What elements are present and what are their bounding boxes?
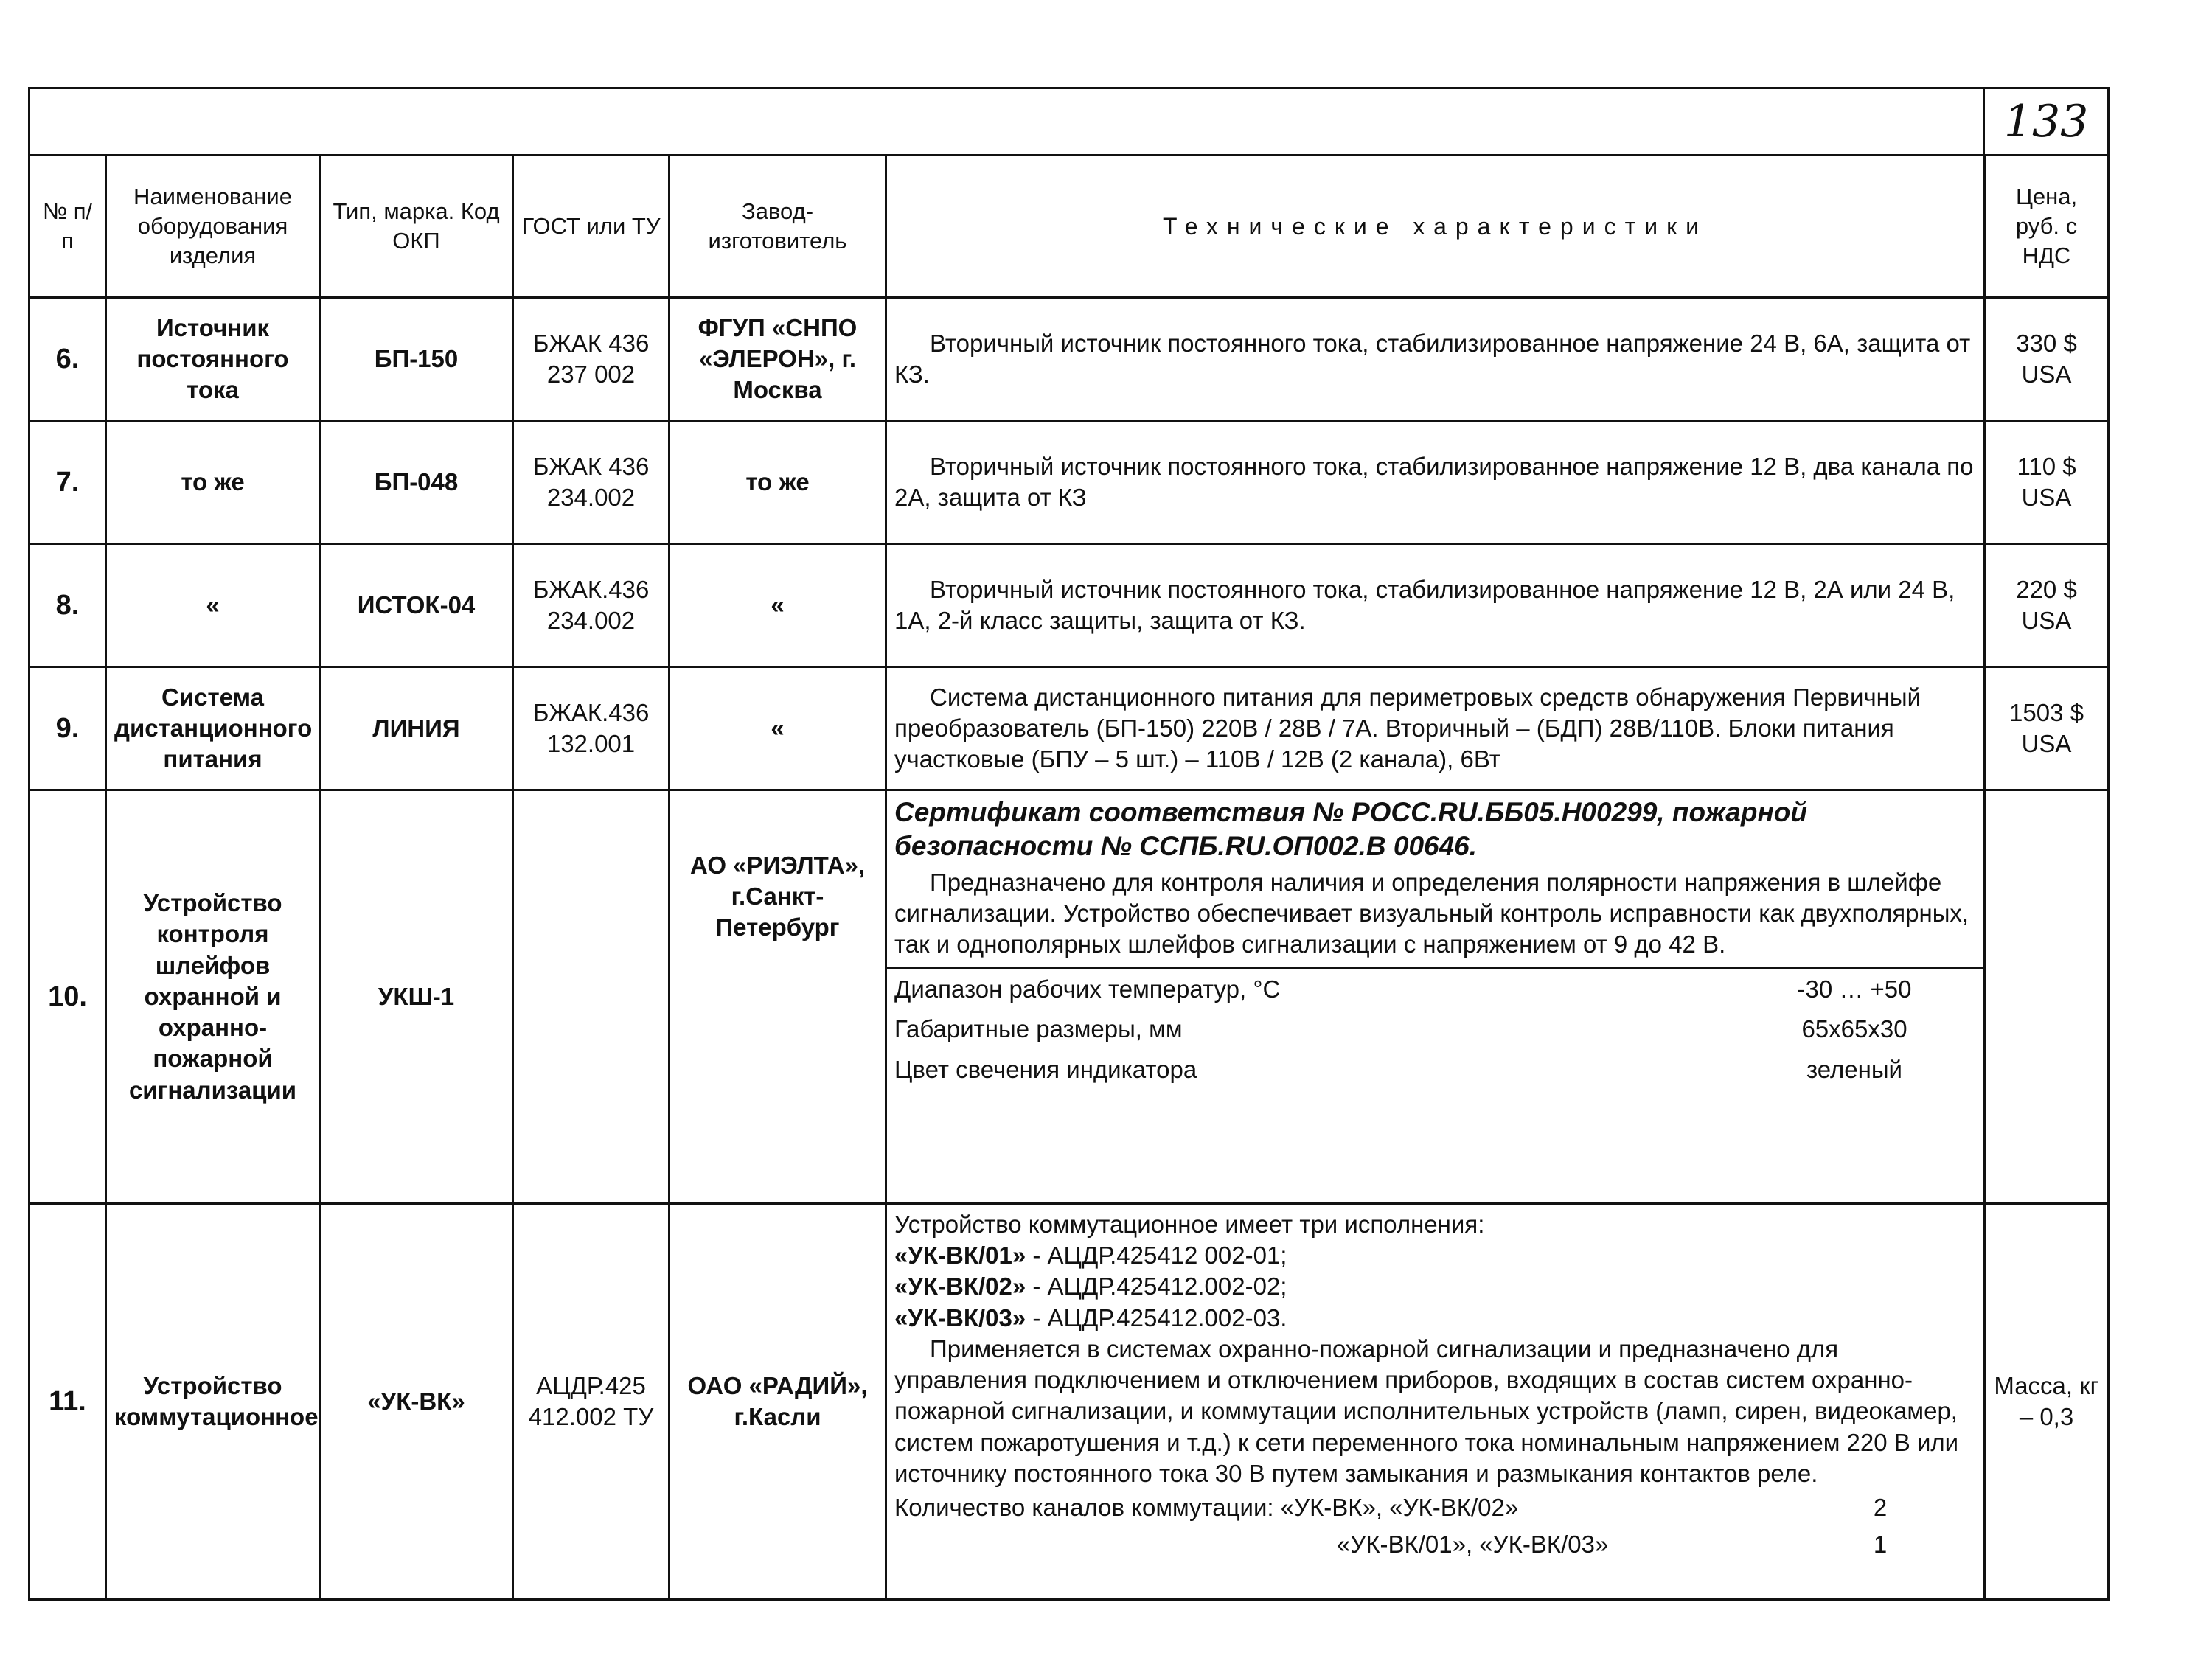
row-name: Устройство коммутационное [106, 1204, 320, 1600]
row-num: 9. [29, 667, 106, 790]
row-name: « [106, 544, 320, 667]
variant-line [894, 1303, 1976, 1334]
channel-row [894, 1526, 1976, 1563]
row-price: 220 $ USA [1985, 544, 2109, 667]
col-gost: ГОСТ или ТУ [513, 156, 669, 298]
row-maker: то же [669, 421, 886, 544]
row-name: Устройство контроля шлейфов охранной и охранно-пожарной сигнализации [106, 790, 320, 1204]
row-gost: БЖАК 436 237 002 [513, 298, 669, 421]
variant-code: «УК-ВК/03» [894, 1303, 1026, 1331]
document-sheet [28, 87, 2107, 1601]
variant-doc: - АЦДР.425412.002-02; [1026, 1273, 1287, 1301]
spec-label: Цвет свечения индикатора [894, 1055, 1197, 1083]
row-maker: ФГУП «СНПО «ЭЛЕРОН», г. Москва [669, 298, 886, 421]
row-desc: Вторичный источник постоянного тока, стабилизированное напряжение 24 В, 6А, защита от КЗ. [886, 298, 1985, 421]
table-row [29, 667, 2109, 790]
row-name: то же [106, 421, 320, 544]
channel-label [894, 1492, 1784, 1523]
channel-value: 1 [1873, 1531, 1888, 1559]
variant-doc: - АЦДР.425412.002-03. [1026, 1303, 1287, 1331]
row-tech-cell [886, 1204, 1985, 1600]
row-num: 6. [29, 298, 106, 421]
col-name: Наименование оборудования изделия [106, 156, 320, 298]
variants-intro: Устройство коммутационное имеет три исполнения: [894, 1211, 1485, 1238]
row-gost: БЖАК 436 234.002 [513, 421, 669, 544]
table-row [29, 544, 2109, 667]
row-num: 8. [29, 544, 106, 667]
certificate-text: Сертификат соответствия № РОСС.RU.ББ05.Н00299, пожарной безопасности № ССПБ.RU.ОП002.В 00646. [894, 797, 1808, 862]
variant-line [894, 1271, 1976, 1302]
spec-value: -30 … +50 [1797, 975, 1912, 1003]
table-row [29, 790, 2109, 1204]
row-price: Масса, кг – 0,3 [1985, 1204, 2109, 1600]
col-price: Цена, руб. с НДС [1985, 156, 2109, 298]
row-num: 10. [29, 790, 106, 1204]
variant-doc: - АЦДР.425412 002-01; [1026, 1242, 1287, 1270]
row-name: Система дистанционного питания [106, 667, 320, 790]
spec-label: Диапазон рабочих температур, °С [894, 975, 1281, 1003]
channel-value: 2 [1873, 1494, 1888, 1522]
row-maker: « [669, 544, 886, 667]
row-desc: Вторичный источник постоянного тока, стабилизированное напряжение 12 В, 2А или 24 В, 1А, 2-й класс защиты, защита от КЗ. [886, 544, 1985, 667]
row-type: БП-150 [320, 298, 513, 421]
row-name: Источник постоянного тока [106, 298, 320, 421]
row-desc: Предназначено для контроля наличия и определения полярности напряжения в шлейфе сигнализации. Устройство обеспечивает визуальный контроль исправности как двухполярных, так и однополярных шлейфов сигнализации с напряжением от 9 до 42 В. [894, 868, 1969, 958]
table-row [29, 421, 2109, 544]
page-number: 133 [1983, 89, 2107, 154]
row-type: «УК-ВК» [320, 1204, 513, 1600]
row-price: 110 $ USA [1985, 421, 2109, 544]
col-maker: Завод-изготовитель [669, 156, 886, 298]
column-header-row [29, 156, 2109, 298]
variant-line [894, 1240, 1976, 1271]
row-desc: Применяется в системах охранно-пожарной сигнализации и предназначено для управления подключением и отключением приборов, входящих в состав систем охранно-пожарной сигнализации, и коммутации исполнительных устройств (ламп, сирен, видеокамер, систем пожаротушения и т.д.) к сети переменного тока номинальным напряжением 220 В или источнику постоянного тока 30 В путем замыкания и размыкания контактов реле. [894, 1334, 1959, 1487]
spec-value: зеленый [1806, 1055, 1902, 1083]
spec-value: 65х65х30 [1801, 1015, 1907, 1043]
row-type: ЛИНИЯ [320, 667, 513, 790]
table-row [29, 1204, 2109, 1600]
row-type: УКШ-1 [320, 790, 513, 1204]
channel-models: «УК-ВК», «УК-ВК/02» [1280, 1494, 1519, 1522]
channels-heading: Количество каналов коммутации: [894, 1494, 1274, 1522]
row-price: 330 $ USA [1985, 298, 2109, 421]
row-price: 1503 $ USA [1985, 667, 2109, 790]
col-num: № п/п [29, 156, 106, 298]
page-header-row [29, 88, 2109, 156]
spec-row [894, 1009, 1976, 1049]
variant-code: «УК-ВК/02» [894, 1273, 1026, 1301]
row-price [1985, 790, 2109, 1204]
row-gost: АЦДР.425 412.002 ТУ [513, 1204, 669, 1600]
row-type: БП-048 [320, 421, 513, 544]
row-desc: Система дистанционного питания для периметровых средств обнаружения Первичный преобразователь (БП-150) 220В / 28В / 7А. Вторичный – (БДП) 28В/110В. Блоки питания участковые (БПУ – 5 шт.) – 110В / 12В (2 канала), 6Вт [886, 667, 1985, 790]
row-maker: АО «РИЭЛТА», г.Санкт-Петербург [669, 790, 886, 1204]
col-tech: Технические характеристики [886, 156, 1985, 298]
row-tech-cell [886, 790, 1985, 1204]
channel-models: «УК-ВК/01», «УК-ВК/03» [1337, 1531, 1609, 1559]
col-type: Тип, марка. Код ОКП [320, 156, 513, 298]
row-desc: Вторичный источник постоянного тока, стабилизированное напряжение 12 В, два канала по 2А, защита от КЗ [886, 421, 1985, 544]
row-gost: БЖАК.436 234.002 [513, 544, 669, 667]
row-gost [513, 790, 669, 1204]
row-num: 11. [29, 1204, 106, 1600]
row-type: ИСТОК-04 [320, 544, 513, 667]
spec-row [894, 969, 1976, 1009]
table-row [29, 298, 2109, 421]
equipment-table [28, 87, 2110, 1601]
variant-code: «УК-ВК/01» [894, 1242, 1026, 1270]
row-maker: « [669, 667, 886, 790]
spec-label: Габаритные размеры, мм [894, 1015, 1183, 1043]
row-gost: БЖАК.436 132.001 [513, 667, 669, 790]
row-num: 7. [29, 421, 106, 544]
row-maker: ОАО «РАДИЙ», г.Касли [669, 1204, 886, 1600]
channel-row [894, 1489, 1976, 1526]
spec-row [894, 1050, 1976, 1090]
